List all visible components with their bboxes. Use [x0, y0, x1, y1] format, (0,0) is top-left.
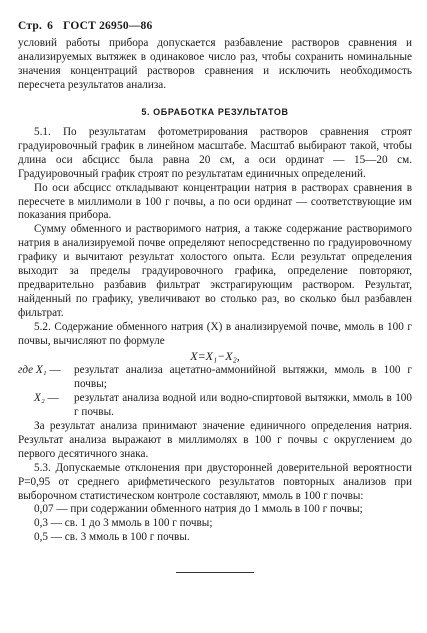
paragraph-axes: По оси абсцисс откладывают концентрации натрия в растворах сравнения в пересчете в миллимоли в 100 г почвы, а по оси ординат — соответствующие им показания прибора.	[18, 181, 412, 222]
legend-x2-symbol: X₂	[34, 392, 45, 405]
page-number: 6	[47, 20, 54, 32]
footer-divider	[176, 572, 254, 573]
formula-legend-x1	[18, 364, 412, 392]
paragraph-5-3: 5.3. Допускаемые отклонения при двусторонней доверительной вероятности P=0,95 от среднего арифметического результатов повторных анализов при выборочном статистическом контроле составляют, ммоль в 100 г почвы:	[18, 461, 412, 502]
intro-block	[18, 37, 412, 93]
page-header	[18, 20, 152, 32]
tolerance-item-1: 0,07 — при содержании обменного натрия до 1 ммоль в 100 г почвы;	[34, 503, 363, 516]
intro-paragraph: условий работы прибора допускается разбавление растворов сравнения и анализируемых вытяжек в одинаковое число раз, чтобы сохранить номинальные значения концентраций растворов сравнения и исключить необходимость пересчета результатов анализа.	[18, 37, 412, 91]
standard-code: ГОСТ 26950—86	[63, 20, 153, 32]
paragraph-result: За результат анализа принимают значение единичного определения натрия. Результат анализа выражают в миллимолях в 100 г почвы с округлением до первого десятичного знака.	[18, 420, 412, 460]
legend-x2-text: результат анализа водной или водно-спиртовой вытяжки, ммоль в 100 г почвы.	[74, 392, 412, 419]
formula: X=X₁−X₂,	[190, 348, 240, 363]
legend-x2-dash: —	[47, 392, 59, 405]
legend-x1-symbol: где X₁	[18, 364, 47, 377]
paragraph-5-1: 5.1. По результатам фотометрирования растворов сравнения строят градуировочный график в линейном масштабе. Масштаб выбирают такой, чтобы длина оси абсцисс была равна 20 см, а оси ординат — 15—20 см. Градуировочный график строят по результатам единичных определений.	[18, 126, 412, 180]
page-prefix: Стр.	[18, 20, 43, 32]
legend-x1-dash: —	[49, 364, 61, 377]
section-title: 5. ОБРАБОТКА РЕЗУЛЬТАТОВ	[141, 107, 289, 117]
formula-legend-x2	[18, 392, 412, 420]
paragraph-sum: Сумму обменного и растворимого натрия, а также содержание растворимого натрия в анализируемой почве определяют непосредственно по градуировочному графику и вычитают результат холостого опыта. Если результат определения выходит за пределы градуировочного графика, определение повторяют, предварительно разбавив фильтрат экстрагирующим раствором. Результат, найденный по графику, увеличивают во столько раз, во сколько был разбавлен фильтрат.	[18, 223, 412, 319]
legend-x1-text: результат анализа ацетатно-аммонийной вытяжки, ммоль в 100 г почвы;	[74, 364, 412, 391]
tolerance-item-2: 0,3 — св. 1 до 3 ммоль в 100 г почвы;	[34, 517, 213, 530]
paragraph-5-2: 5.2. Содержание обменного натрия (X) в анализируемой почве, ммоль в 100 г почвы, вычисляют по формуле	[18, 320, 412, 347]
main-block	[18, 126, 412, 545]
tolerance-item-3: 0,5 — св. 3 ммоль в 100 г почвы.	[34, 531, 190, 544]
